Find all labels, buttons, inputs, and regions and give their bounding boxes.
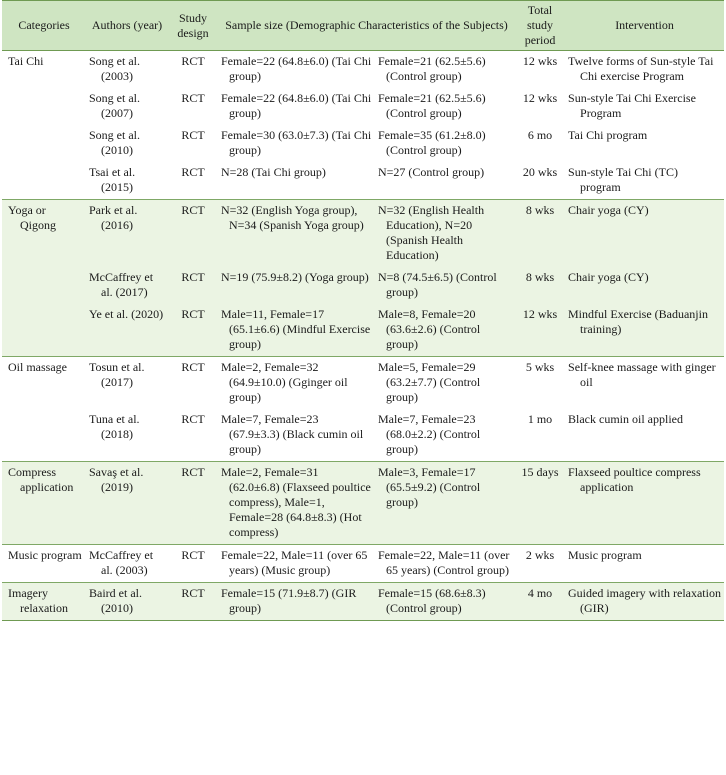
design-cell: RCT [168,88,218,125]
period-cell: 1 mo [515,409,565,462]
design-cell: RCT [168,545,218,583]
design-cell: RCT [168,200,218,268]
intervention-group-cell: Male=11, Female=17 (65.1±6.6) (Mindful Exercise group) [221,307,371,351]
author-cell: Song et al. (2010) [89,128,140,157]
table-row [2,200,724,268]
intervention-group-cell: N=32 (English Yoga group), N=34 (Spanish Yoga group) [221,203,364,232]
author-cell: McCaffrey et al. (2003) [89,548,154,577]
period-cell: 2 wks [515,545,565,583]
table-row [2,462,724,545]
header-categories: Categories [2,1,86,51]
period-cell: 8 wks [515,267,565,304]
control-group-cell: N=27 (Control group) [378,165,485,179]
design-cell: RCT [168,583,218,621]
category-label: Oil massage [8,360,67,374]
table-row [2,583,724,621]
intervention-cell: Black cumin oil applied [568,412,683,426]
design-cell: RCT [168,304,218,357]
table-row [2,88,724,125]
period-cell: 12 wks [515,88,565,125]
table-row [2,267,724,304]
group-tai-chi [2,51,724,200]
intervention-group-cell: Male=2, Female=31 (62.0±6.8) (Flaxseed poultice compress), Male=1, Female=28 (64.8±8.3) (Hot compress) [221,465,371,539]
author-cell: Tosun et al. (2017) [89,360,145,389]
period-cell: 5 wks [515,357,565,410]
author-cell: McCaffrey et al. (2017) [89,270,154,299]
intervention-cell: Sun-style Tai Chi Exercise Program [568,91,696,120]
intervention-cell: Twelve forms of Sun-style Tai Chi exercise Program [568,54,714,83]
control-group-cell: Female=15 (68.6±8.3) (Control group) [378,586,486,615]
control-group-cell: Male=5, Female=29 (63.2±7.7) (Control group) [378,360,481,404]
period-cell: 12 wks [515,304,565,357]
table-row [2,51,724,89]
table-row [2,545,724,583]
design-cell: RCT [168,409,218,462]
group-yoga-qigong [2,200,724,357]
author-cell: Song et al. (2007) [89,91,140,120]
control-group-cell: Female=35 (61.2±8.0) (Control group) [378,128,486,157]
period-cell: 12 wks [515,51,565,89]
group-oil-massage [2,357,724,462]
period-cell: 20 wks [515,162,565,200]
intervention-group-cell: Female=22 (64.8±6.0) (Tai Chi group) [221,91,372,120]
group-music-program [2,545,724,583]
header-row [2,1,724,51]
intervention-cell: Music program [568,548,642,562]
group-compress-application [2,462,724,545]
header-sample-size: Sample size (Demographic Characteristics of the Subjects) [218,1,515,51]
header-study-design: Study design [168,1,218,51]
studies-table [2,0,724,621]
design-cell: RCT [168,162,218,200]
intervention-group-cell: Female=15 (71.9±8.7) (GIR group) [221,586,357,615]
control-group-cell: Female=21 (62.5±5.6) (Control group) [378,54,486,83]
control-group-cell: Male=7, Female=23 (68.0±2.2) (Control group) [378,412,481,456]
intervention-group-cell: Female=22, Male=11 (over 65 years) (Music group) [221,548,368,577]
author-cell: Tuna et al. (2018) [89,412,140,441]
control-group-cell: Female=21 (62.5±5.6) (Control group) [378,91,486,120]
design-cell: RCT [168,267,218,304]
period-cell: 6 mo [515,125,565,162]
group-imagery-relaxation [2,583,724,621]
intervention-group-cell: Female=30 (63.0±7.3) (Tai Chi group) [221,128,372,157]
design-cell: RCT [168,51,218,89]
design-cell: RCT [168,462,218,545]
category-label: Compress application [8,465,74,494]
intervention-cell: Self-knee massage with ginger oil [568,360,716,389]
table-row [2,304,724,357]
intervention-cell: Flaxseed poultice compress application [568,465,701,494]
period-cell: 8 wks [515,200,565,268]
category-label: Tai Chi [8,54,44,68]
category-label: Yoga or Qigong [8,203,56,232]
design-cell: RCT [168,125,218,162]
category-label: Music program [8,548,82,562]
control-group-cell: Male=8, Female=20 (63.6±2.6) (Control group) [378,307,481,351]
period-cell: 15 days [515,462,565,545]
intervention-cell: Chair yoga (CY) [568,203,649,217]
period-cell: 4 mo [515,583,565,621]
intervention-group-cell: Female=22 (64.8±6.0) (Tai Chi group) [221,54,372,83]
control-group-cell: N=32 (English Health Education), N=20 (Spanish Health Education) [378,203,485,262]
intervention-cell: Tai Chi program [568,128,648,142]
table-row [2,409,724,462]
study-table-page [2,0,724,621]
intervention-group-cell: N=19 (75.9±8.2) (Yoga group) [221,270,369,284]
design-cell: RCT [168,357,218,410]
intervention-cell: Chair yoga (CY) [568,270,649,284]
control-group-cell: Female=22, Male=11 (over 65 years) (Control group) [378,548,510,577]
intervention-cell: Guided imagery with relaxation (GIR) [568,586,721,615]
intervention-group-cell: N=28 (Tai Chi group) [221,165,326,179]
table-row [2,125,724,162]
intervention-group-cell: Male=7, Female=23 (67.9±3.3) (Black cumin oil group) [221,412,364,456]
table-row [2,162,724,200]
author-cell: Savaş et al. (2019) [89,465,144,494]
category-label: Imagery relaxation [8,586,68,615]
intervention-cell: Sun-style Tai Chi (TC) program [568,165,678,194]
intervention-group-cell: Male=2, Female=32 (64.9±10.0) (Gginger oil group) [221,360,348,404]
header-intervention: Intervention [565,1,724,51]
control-group-cell: Male=3, Female=17 (65.5±9.2) (Control group) [378,465,481,509]
author-cell: Ye et al. (2020) [89,307,164,321]
author-cell: Baird et al. (2010) [89,586,142,615]
table-row [2,357,724,410]
author-cell: Tsai et al. (2015) [89,165,136,194]
author-cell: Song et al. (2003) [89,54,140,83]
control-group-cell: N=8 (74.5±6.5) (Control group) [378,270,497,299]
author-cell: Park et al. (2016) [89,203,138,232]
intervention-cell: Mindful Exercise (Baduanjin training) [568,307,708,336]
header-study-period: Total study period [515,1,565,51]
header-authors: Authors (year) [86,1,168,51]
